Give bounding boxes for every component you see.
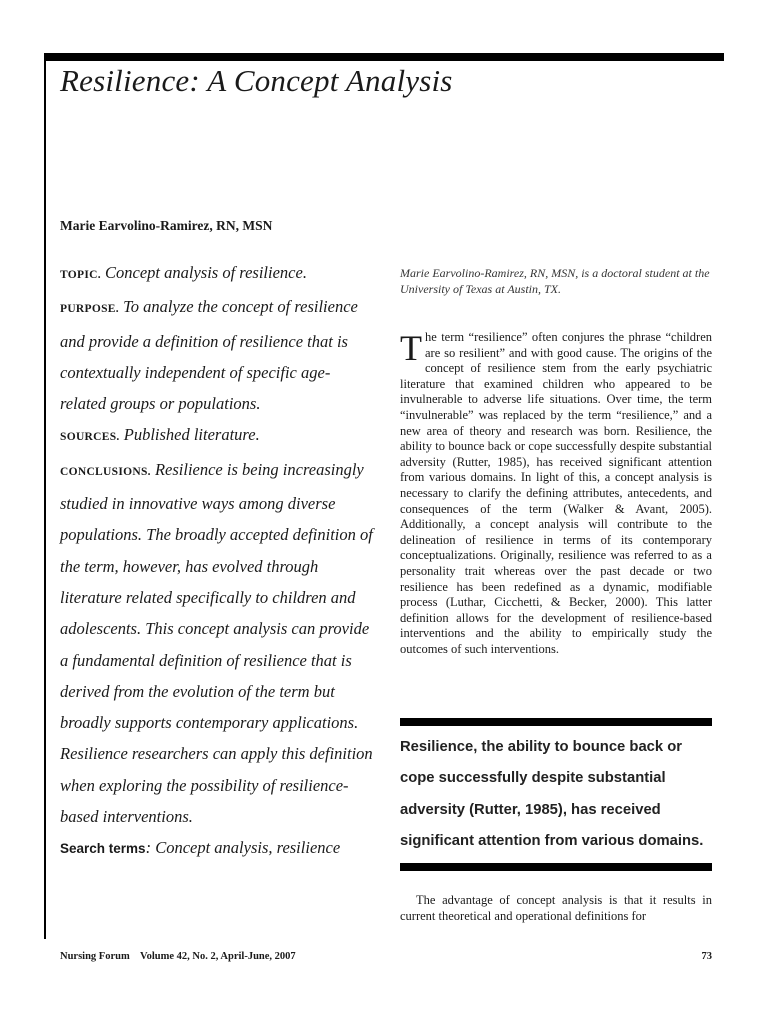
abstract-conclusions [60, 454, 375, 833]
purpose-label: PURPOSE. [60, 303, 119, 316]
abstract-topic [60, 257, 375, 291]
abstract [60, 257, 375, 865]
article-title: Resilience: A Concept Analysis [60, 63, 453, 98]
journal-citation-text: Nursing Forum Volume 42, No. 2, April-June, 2007 [60, 951, 296, 962]
pullquote-bottom-rule [400, 863, 712, 871]
topic-text: Concept analysis of resilience. [105, 263, 307, 282]
search-terms-text: Concept analysis, resilience [155, 838, 341, 858]
body-column [400, 330, 712, 657]
abstract-search-terms [60, 832, 375, 864]
page-number: 73 [701, 951, 712, 962]
abstract-sources [60, 419, 375, 453]
conclusions-text: Resilience is being increasingly studied in innovative ways among diverse populations. The broadly accepted definition of the term, however, has evolved through literature related specifically to children and adolescents. This concept analysis can provide a fundamental definition of resilience that is derived from the evolution of the term but broadly supports contemporary applications. Resilience researchers can apply this definition when exploring the possibility of resilience-based interventions. [60, 459, 373, 827]
pullquote: Resilience, the ability to bounce back or cope successfully despite substantial adversity (Rutter, 1985), has received significant attention from various domains. [400, 739, 704, 849]
top-rule [46, 53, 724, 61]
drop-cap: T [400, 328, 422, 368]
abstract-purpose [60, 291, 375, 419]
search-terms-separator: : [145, 838, 152, 858]
topic-label: TOPIC. [60, 269, 101, 281]
sources-text: Published literature. [123, 425, 260, 445]
body-paragraph-1 [400, 330, 712, 657]
sources-label: SOURCES. [60, 431, 120, 444]
conclusions-label: CONCLUSIONS. [60, 465, 151, 478]
author-line: Marie Earvolino-Ramirez, RN, MSN [60, 218, 273, 233]
body-paragraph-1-text: he term “resilience” often conjures the phrase “children are so resilient” and with good cause. The origins of the concept of resilience stem from the early psychiatric literature that examined children who appeared to be invulnerable to adverse life situations. Over time, the term “invulnerable” was replaced by the term “resilience,” and a new area of theory and research was born. Resilience, the ability to bounce back or cope successfully despite substantial adversity (Rutter, 1985), has received significant attention from various domains. In light of this, a concept analysis is necessary to clarify the defining attributes, antecedents, and consequences of the term (Walker & Avant, 2005). Additionally, a concept analysis will contribute to the delineation of resilience in terms of its contemporary conceptualizations. Originally, resilience was referred to as a personality trait whereas over the past decade or two resilience has been redefined as a dynamic, modifiable process (Luthar, Cicchetti, & Becker, 2000). This latter definition allows for the development of resilience-based interventions and the ability to empirically study the outcomes of such interventions. [400, 330, 712, 656]
pullquote-top-rule [400, 718, 712, 726]
journal-citation [60, 951, 296, 962]
left-margin-rule [44, 53, 46, 939]
search-terms-label: Search terms [60, 841, 146, 857]
purpose-text: To analyze the concept of resilience and provide a definition of resilience that is contextually independent of specific age-related groups or populations. [60, 297, 358, 414]
author-affiliation: Marie Earvolino-Ramirez, RN, MSN, is a doctoral student at the University of Texas at Austin, TX. [400, 266, 710, 296]
body-paragraph-2: The advantage of concept analysis is that it results in current theoretical and operational definitions for [400, 893, 712, 923]
